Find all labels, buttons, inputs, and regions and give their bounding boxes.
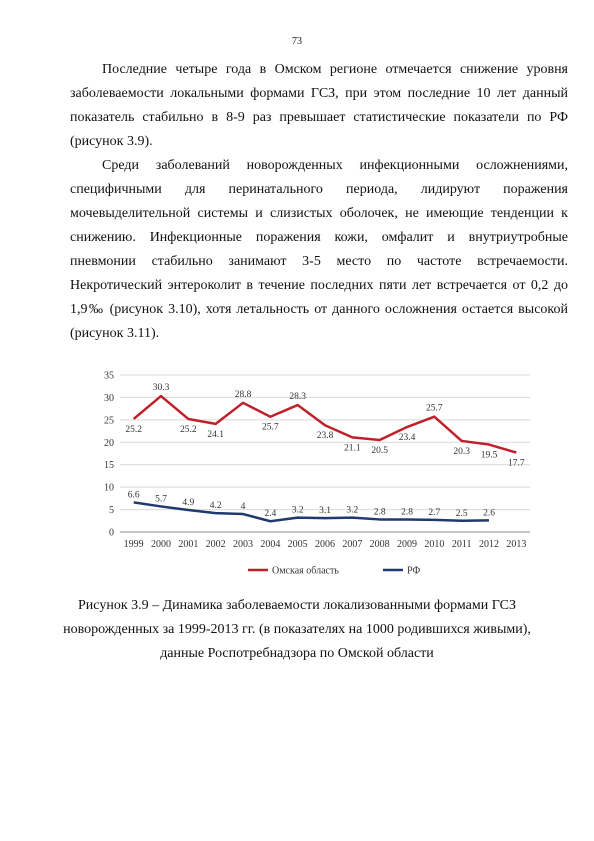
paragraph-2: Среди заболеваний новорожденных инфекционными осложнениями, специфичными для перинатального периода, лидируют поражения мочевыделительной системы и слизистых оболочек, не имеющие тенденции к снижению. Инфекционные поражения кожи, омфалит и внутриутробные пневмонии стабильно занимают 3-5 место по частоте встречаемости. Некротический энтероколит в течение последних пяти лет встречается от 0,2 до 1,9‰ (рисунок 3.10), хотя летальность от данного осложнения остается высокой (рисунок 3.11). — [70, 158, 568, 341]
x-tick-label: 2011 — [451, 539, 472, 550]
y-tick-label: 15 — [104, 460, 114, 472]
legend-label-omsk: Омская область — [272, 565, 339, 577]
rf-data-label: 2.8 — [373, 507, 386, 518]
chart-y-axis — [104, 371, 114, 539]
rf-data-label: 3.1 — [319, 506, 331, 517]
rf-data-label: 3.2 — [346, 505, 359, 516]
y-tick-label: 10 — [104, 482, 114, 494]
omsk-data-label: 19.5 — [480, 450, 498, 461]
omsk-data-label: 21.1 — [344, 443, 361, 454]
omsk-data-label: 25.2 — [180, 424, 197, 435]
omsk-data-label: 28.3 — [289, 392, 306, 403]
rf-data-label: 6.6 — [127, 490, 140, 501]
caption-line-3: данные Роспотребнадзора по Омской области — [160, 646, 434, 661]
omsk-data-label: 25.7 — [262, 422, 279, 433]
omsk-data-label: 28.8 — [234, 389, 252, 400]
page-number: 73 — [292, 36, 302, 47]
chart-legend — [248, 566, 420, 577]
omsk-data-label: 30.3 — [152, 383, 170, 394]
caption-line-2: новорожденных за 1999-2013 гг. (в показателях на 1000 родившихся живыми), — [63, 622, 531, 637]
y-tick-label: 0 — [109, 527, 114, 539]
y-tick-label: 5 — [109, 505, 114, 517]
y-tick-label: 35 — [104, 370, 114, 382]
x-tick-label: 2002 — [205, 539, 226, 550]
rf-data-label: 4.2 — [209, 501, 222, 512]
omsk-data-label: 23.4 — [398, 433, 416, 444]
omsk-data-label: 24.1 — [207, 429, 224, 440]
omsk-data-label: 20.3 — [453, 446, 470, 457]
y-tick-label: 30 — [104, 392, 114, 404]
omsk-data-label: 17.7 — [508, 458, 525, 469]
body-text — [70, 58, 568, 346]
morbidity-line-chart — [90, 360, 540, 585]
rf-data-label: 5.7 — [155, 494, 167, 505]
caption-line-1: Рисунок 3.9 – Динамика заболеваемости локализованными формами ГСЗ — [78, 598, 516, 613]
x-tick-label: 2000 — [151, 539, 171, 550]
rf-data-label: 4.9 — [182, 498, 195, 509]
x-tick-label: 2001 — [178, 539, 199, 550]
x-tick-label: 2005 — [287, 539, 308, 550]
x-tick-label: 2009 — [397, 539, 417, 550]
rf-data-label: 2.7 — [428, 507, 441, 518]
x-tick-label: 2008 — [369, 539, 390, 550]
y-tick-label: 20 — [104, 437, 114, 449]
x-tick-label: 2012 — [479, 539, 499, 550]
omsk-data-label: 25.7 — [426, 403, 443, 414]
x-tick-label: 2003 — [233, 539, 253, 550]
rf-data-label: 2.5 — [455, 508, 468, 519]
rf-data-label: 4 — [240, 502, 246, 513]
x-tick-label: 2006 — [315, 539, 335, 550]
chart-x-axis — [120, 532, 530, 550]
omsk-data-label: 25.2 — [125, 424, 142, 435]
chart-data-labels — [125, 383, 525, 519]
x-tick-label: 2004 — [260, 539, 281, 550]
rf-data-label: 3.2 — [291, 505, 304, 516]
x-tick-label: 2007 — [342, 539, 363, 550]
rf-data-label: 2.8 — [401, 507, 413, 518]
x-tick-label: 2013 — [506, 539, 527, 550]
omsk-data-label: 23.8 — [316, 431, 334, 442]
omsk-data-label: 20.5 — [371, 446, 388, 457]
rf-data-label: 2.4 — [264, 509, 277, 520]
legend-label-rf: РФ — [407, 565, 421, 577]
y-tick-label: 25 — [104, 415, 114, 427]
paragraph-1: Последние четыре года в Омском регионе отмечается снижение уровня заболеваемости локальными формами ГСЗ, при этом последние 10 лет данный показатель стабильно в 8-9 раз превышает статистические показатели по РФ (рисунок 3.9). — [70, 62, 568, 149]
x-tick-label: 2010 — [424, 539, 445, 550]
figure-caption — [40, 594, 554, 666]
rf-data-label: 2.6 — [483, 508, 495, 519]
x-tick-label: 1999 — [123, 539, 144, 550]
